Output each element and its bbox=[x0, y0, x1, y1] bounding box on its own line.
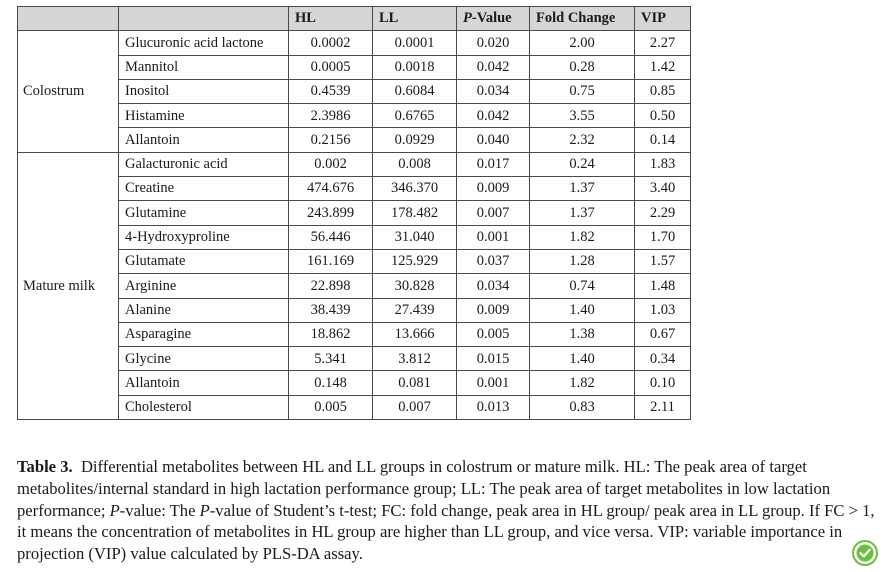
header-fold-change: Fold Change bbox=[530, 7, 635, 31]
p-value: 0.034 bbox=[457, 274, 530, 298]
p-value: 0.009 bbox=[457, 177, 530, 201]
header-p-suffix: -Value bbox=[471, 10, 512, 27]
table-row bbox=[18, 128, 691, 152]
hl-value: 0.005 bbox=[289, 395, 373, 419]
metabolite-name: Allantoin bbox=[119, 128, 289, 152]
p-value: 0.034 bbox=[457, 79, 530, 103]
table-row bbox=[18, 249, 691, 273]
metabolite-name: Mannitol bbox=[119, 55, 289, 79]
header-vip: VIP bbox=[635, 7, 691, 31]
vip-value: 0.85 bbox=[635, 79, 691, 103]
table-row bbox=[18, 274, 691, 298]
hl-value: 0.002 bbox=[289, 152, 373, 176]
vip-value: 1.42 bbox=[635, 55, 691, 79]
metabolites-table bbox=[17, 6, 691, 420]
ll-value: 13.666 bbox=[373, 322, 457, 346]
p-value: 0.005 bbox=[457, 322, 530, 346]
p-value: 0.009 bbox=[457, 298, 530, 322]
fold-change: 1.37 bbox=[530, 201, 635, 225]
table-row bbox=[18, 55, 691, 79]
table-row bbox=[18, 347, 691, 371]
group-label: Colostrum bbox=[18, 31, 119, 152]
fold-change: 2.32 bbox=[530, 128, 635, 152]
hl-value: 0.2156 bbox=[289, 128, 373, 152]
header-p-letter: P bbox=[463, 10, 472, 27]
vip-value: 0.10 bbox=[635, 371, 691, 395]
fold-change: 1.40 bbox=[530, 298, 635, 322]
metabolite-name: Histamine bbox=[119, 104, 289, 128]
caption-p-italic-2: P bbox=[199, 500, 210, 520]
table-row bbox=[18, 298, 691, 322]
metabolite-name: Glutamine bbox=[119, 201, 289, 225]
fold-change: 1.40 bbox=[530, 347, 635, 371]
vip-value: 3.40 bbox=[635, 177, 691, 201]
table-row bbox=[18, 371, 691, 395]
table-caption bbox=[17, 456, 879, 565]
header-metabolite bbox=[119, 7, 289, 31]
header-row bbox=[18, 7, 691, 31]
vip-value: 2.29 bbox=[635, 201, 691, 225]
caption-label: Table 3. bbox=[17, 457, 73, 476]
header-group bbox=[18, 7, 119, 31]
table-row bbox=[18, 31, 691, 55]
hl-value: 5.341 bbox=[289, 347, 373, 371]
ll-value: 3.812 bbox=[373, 347, 457, 371]
p-value: 0.017 bbox=[457, 152, 530, 176]
hl-value: 243.899 bbox=[289, 201, 373, 225]
metabolite-name: Arginine bbox=[119, 274, 289, 298]
fold-change: 1.82 bbox=[530, 225, 635, 249]
fold-change: 1.82 bbox=[530, 371, 635, 395]
hl-value: 0.0002 bbox=[289, 31, 373, 55]
fold-change: 1.38 bbox=[530, 322, 635, 346]
ll-value: 178.482 bbox=[373, 201, 457, 225]
ll-value: 0.081 bbox=[373, 371, 457, 395]
check-badge-icon[interactable] bbox=[852, 540, 878, 566]
ll-value: 0.008 bbox=[373, 152, 457, 176]
vip-value: 1.57 bbox=[635, 249, 691, 273]
vip-value: 1.48 bbox=[635, 274, 691, 298]
hl-value: 56.446 bbox=[289, 225, 373, 249]
p-value: 0.037 bbox=[457, 249, 530, 273]
hl-value: 18.862 bbox=[289, 322, 373, 346]
fold-change: 0.74 bbox=[530, 274, 635, 298]
p-value: 0.042 bbox=[457, 104, 530, 128]
metabolite-name: Alanine bbox=[119, 298, 289, 322]
hl-value: 22.898 bbox=[289, 274, 373, 298]
fold-change: 1.28 bbox=[530, 249, 635, 273]
caption-text-3: -value of Student’s t-test; FC: fold change, peak area in HL group/ peak area in LL group. If FC > 1, it means the concentration of metabolites in HL group are higher than LL group, and vice versa. VIP: variable importance in projection (VIP) value calculated by PLS-DA assay. bbox=[17, 500, 875, 564]
table-row bbox=[18, 395, 691, 419]
hl-value: 0.0005 bbox=[289, 55, 373, 79]
ll-value: 0.6765 bbox=[373, 104, 457, 128]
ll-value: 0.0018 bbox=[373, 55, 457, 79]
hl-value: 0.148 bbox=[289, 371, 373, 395]
vip-value: 2.11 bbox=[635, 395, 691, 419]
ll-value: 125.929 bbox=[373, 249, 457, 273]
fold-change: 3.55 bbox=[530, 104, 635, 128]
p-value: 0.007 bbox=[457, 201, 530, 225]
group-label: Mature milk bbox=[18, 152, 119, 419]
caption-text-1: Differential metabolites between HL and LL groups in colostrum or mature milk. HL: The peak area of target metabolites/internal standard in high lactation performance group; LL: The peak area of target metabolites in low lactation performance; bbox=[17, 457, 831, 520]
header-p-value bbox=[457, 7, 530, 31]
fold-change: 0.83 bbox=[530, 395, 635, 419]
metabolite-name: Cholesterol bbox=[119, 395, 289, 419]
p-value: 0.001 bbox=[457, 371, 530, 395]
table-row bbox=[18, 152, 691, 176]
metabolite-name: Inositol bbox=[119, 79, 289, 103]
ll-value: 0.0929 bbox=[373, 128, 457, 152]
fold-change: 2.00 bbox=[530, 31, 635, 55]
p-value: 0.001 bbox=[457, 225, 530, 249]
header-hl: HL bbox=[289, 7, 373, 31]
vip-value: 1.70 bbox=[635, 225, 691, 249]
table-body bbox=[18, 31, 691, 420]
metabolite-name: Glycine bbox=[119, 347, 289, 371]
hl-value: 2.3986 bbox=[289, 104, 373, 128]
table-row bbox=[18, 79, 691, 103]
ll-value: 346.370 bbox=[373, 177, 457, 201]
metabolite-name: Allantoin bbox=[119, 371, 289, 395]
vip-value: 0.67 bbox=[635, 322, 691, 346]
caption-p-italic: P bbox=[109, 500, 120, 520]
ll-value: 0.007 bbox=[373, 395, 457, 419]
metabolite-name: Creatine bbox=[119, 177, 289, 201]
vip-value: 0.14 bbox=[635, 128, 691, 152]
p-value: 0.020 bbox=[457, 31, 530, 55]
header-ll: LL bbox=[373, 7, 457, 31]
table-row bbox=[18, 322, 691, 346]
hl-value: 161.169 bbox=[289, 249, 373, 273]
fold-change: 1.37 bbox=[530, 177, 635, 201]
hl-value: 0.4539 bbox=[289, 79, 373, 103]
p-value: 0.015 bbox=[457, 347, 530, 371]
metabolite-name: Glutamate bbox=[119, 249, 289, 273]
ll-value: 0.6084 bbox=[373, 79, 457, 103]
metabolite-name: 4-Hydroxyproline bbox=[119, 225, 289, 249]
vip-value: 1.83 bbox=[635, 152, 691, 176]
ll-value: 0.0001 bbox=[373, 31, 457, 55]
ll-value: 30.828 bbox=[373, 274, 457, 298]
vip-value: 2.27 bbox=[635, 31, 691, 55]
hl-value: 474.676 bbox=[289, 177, 373, 201]
p-value: 0.042 bbox=[457, 55, 530, 79]
metabolite-name: Asparagine bbox=[119, 322, 289, 346]
fold-change: 0.28 bbox=[530, 55, 635, 79]
table-row bbox=[18, 177, 691, 201]
vip-value: 0.34 bbox=[635, 347, 691, 371]
fold-change: 0.24 bbox=[530, 152, 635, 176]
ll-value: 27.439 bbox=[373, 298, 457, 322]
p-value: 0.040 bbox=[457, 128, 530, 152]
ll-value: 31.040 bbox=[373, 225, 457, 249]
metabolite-name: Galacturonic acid bbox=[119, 152, 289, 176]
table-row bbox=[18, 201, 691, 225]
metabolite-name: Glucuronic acid lactone bbox=[119, 31, 289, 55]
caption-text-2: -value: The bbox=[119, 500, 200, 520]
vip-value: 0.50 bbox=[635, 104, 691, 128]
p-value: 0.013 bbox=[457, 395, 530, 419]
table-row bbox=[18, 104, 691, 128]
hl-value: 38.439 bbox=[289, 298, 373, 322]
fold-change: 0.75 bbox=[530, 79, 635, 103]
table-row bbox=[18, 225, 691, 249]
vip-value: 1.03 bbox=[635, 298, 691, 322]
